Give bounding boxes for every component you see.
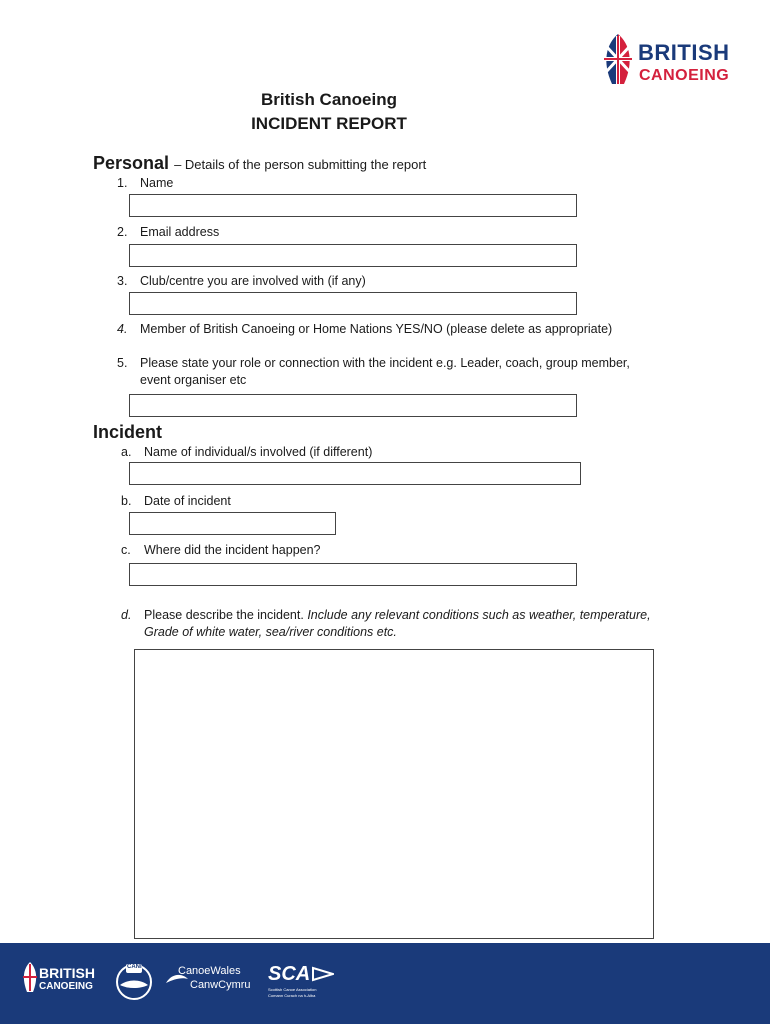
question-number: 3. <box>117 274 128 288</box>
question-label-cont: Grade of white water, sea/river conditions etc. <box>144 625 397 639</box>
question-label-cont: event organiser etc <box>140 373 247 387</box>
sca-text: SCA <box>268 963 311 985</box>
club-field[interactable] <box>129 292 577 315</box>
sca-subtext-1: Scottish Canoe Association <box>268 987 317 992</box>
document-subtitle: INCIDENT REPORT <box>251 114 407 133</box>
incident-section-heading: Incident <box>93 422 163 442</box>
location-field[interactable] <box>129 563 577 586</box>
question-label <box>144 607 651 624</box>
footer-bc-text-1: BRITISH <box>39 965 95 981</box>
logo-text-british: BRITISH <box>638 40 730 65</box>
question-3 <box>117 273 717 290</box>
british-canoeing-logo <box>598 32 748 86</box>
question-5 <box>117 355 757 389</box>
personal-heading: Personal <box>93 153 170 173</box>
canoe-wales-text: CanoeWales <box>178 965 241 977</box>
question-number: 4. <box>117 322 128 336</box>
footer-bc-logo <box>20 961 100 1007</box>
question-label-italic: Include any relevant conditions such as weather, temperature, <box>307 608 651 622</box>
question-number: d. <box>121 608 132 622</box>
union-paddle-icon <box>598 32 638 86</box>
cani-label: CANI <box>127 964 142 970</box>
question-number: a. <box>121 445 132 459</box>
individuals-field[interactable] <box>129 462 581 485</box>
name-field[interactable] <box>129 194 577 217</box>
question-label-main: Please describe the incident. <box>144 608 304 622</box>
question-c <box>121 542 721 559</box>
document-title: British Canoeing <box>260 90 397 109</box>
question-number: 1. <box>117 176 128 190</box>
footer-sca-logo <box>268 963 348 1003</box>
footer-canoe-wales-logo <box>164 963 264 999</box>
logo-text-canoeing: CANOEING <box>639 67 730 84</box>
question-label: Date of incident <box>144 494 231 508</box>
question-2 <box>117 224 717 241</box>
union-paddle-icon <box>20 961 40 993</box>
sca-flag-icon <box>312 966 334 982</box>
question-label: Member of British Canoeing or Home Nations YES/NO (please delete as appropriate) <box>140 322 613 336</box>
question-label: Where did the incident happen? <box>144 543 321 557</box>
personal-subheading: – Details of the person submitting the report <box>174 157 427 172</box>
question-label: Please state your role or connection with the incident e.g. Leader, coach, group member, <box>140 356 630 370</box>
question-b <box>121 493 721 510</box>
question-label: Name <box>140 176 174 190</box>
role-field[interactable] <box>129 394 577 417</box>
footer-bc-text-2: CANOEING <box>39 981 93 992</box>
date-field[interactable] <box>129 512 336 535</box>
question-label: Name of individual/s involved (if different) <box>144 445 373 459</box>
description-textarea[interactable] <box>134 649 654 939</box>
canw-cymru-text: CanwCymru <box>190 979 251 991</box>
personal-section-heading <box>93 153 426 174</box>
question-number: 2. <box>117 225 128 239</box>
footer-band <box>0 943 770 1024</box>
question-4 <box>117 321 757 338</box>
question-number: b. <box>121 494 132 508</box>
footer-cani-logo <box>114 961 154 1001</box>
question-label: Email address <box>140 225 220 239</box>
email-field[interactable] <box>129 244 577 267</box>
question-number: 5. <box>117 356 128 370</box>
question-number: c. <box>121 543 131 557</box>
question-d <box>121 607 761 641</box>
question-1 <box>117 175 717 192</box>
question-label: Club/centre you are involved with (if any) <box>140 274 366 288</box>
sca-subtext-2: Comann Curach na h-Alba <box>268 993 316 998</box>
question-a <box>121 444 721 461</box>
